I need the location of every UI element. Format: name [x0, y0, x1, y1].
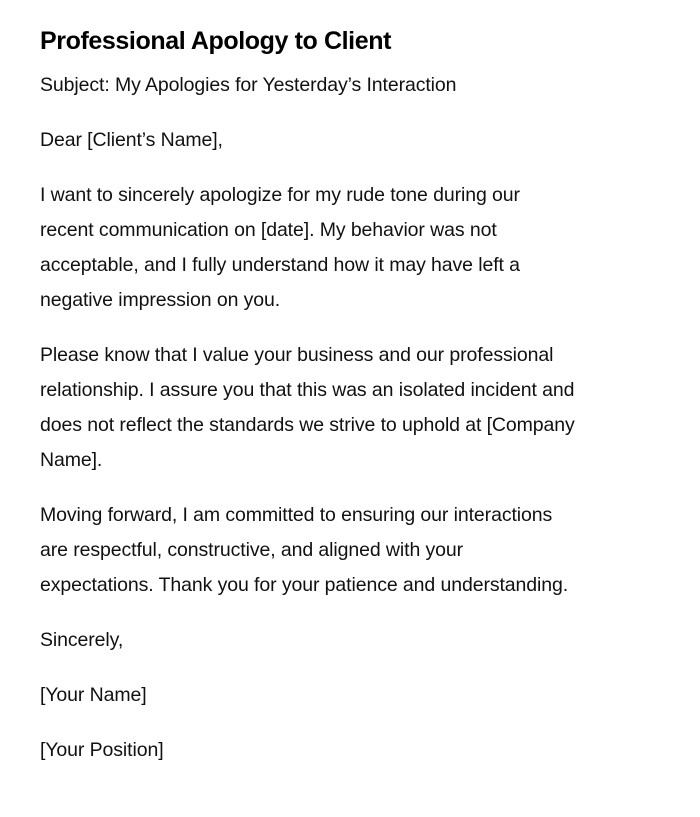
signature-name: [Your Name] [40, 684, 147, 706]
signature-position: [Your Position] [40, 739, 164, 761]
closing: Sincerely, [40, 629, 124, 651]
paragraph-line: Moving forward, I am committed to ensuring our interactions [40, 504, 553, 526]
paragraph-line: relationship. I assure you that this was an isolated incident and [40, 379, 575, 401]
body-paragraph-apology [40, 178, 660, 318]
paragraph-line: acceptable, and I fully understand how it may have left a [40, 254, 520, 276]
document-title: Professional Apology to Client [40, 27, 391, 55]
paragraph-line: Name]. [40, 449, 103, 471]
paragraph-line: negative impression on you. [40, 289, 281, 311]
body-paragraph-assurance [40, 338, 660, 478]
paragraph-line: does not reflect the standards we strive to uphold at [Company [40, 414, 575, 436]
body-paragraph-commitment [40, 498, 660, 603]
paragraph-line: Please know that I value your business and our professional [40, 344, 554, 366]
salutation: Dear [Client’s Name], [40, 129, 223, 151]
paragraph-line: I want to sincerely apologize for my rude tone during our [40, 184, 520, 206]
paragraph-line: recent communication on [date]. My behavior was not [40, 219, 497, 241]
paragraph-line: expectations. Thank you for your patience and understanding. [40, 574, 569, 596]
paragraph-line: are respectful, constructive, and aligned with your [40, 539, 464, 561]
subject-line: Subject: My Apologies for Yesterday’s Interaction [40, 74, 457, 96]
